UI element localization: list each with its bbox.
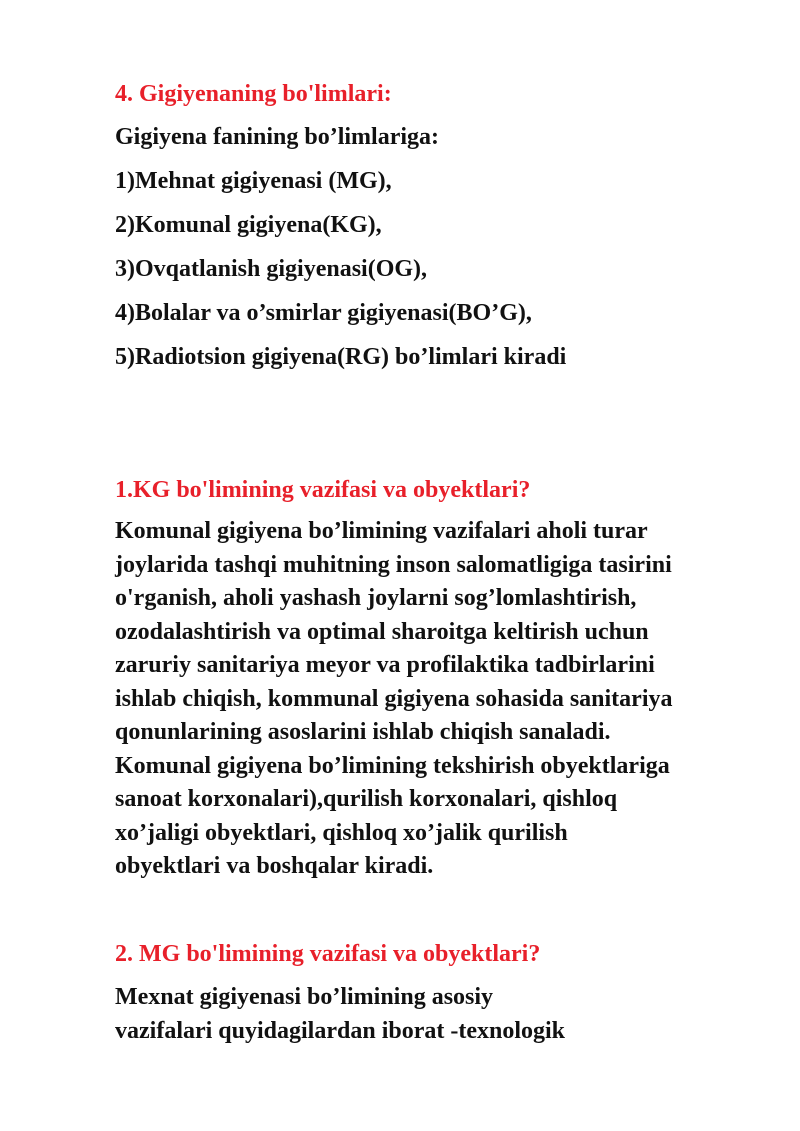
paragraph-line: o'rganish, aholi yashash joylarni sog’lomlashtirish, — [115, 585, 637, 611]
paragraph-line: obyektlari va boshqalar kiradi. — [115, 853, 434, 879]
paragraph-line: zaruriy sanitariya meyor va profilaktika tadbirlarini — [115, 652, 655, 678]
section-list-bolimlari — [115, 115, 566, 379]
paragraph-line: ozodalashtirish va optimal sharoitga keltirish uchun — [115, 618, 649, 645]
section-heading-kg: 1.KG bo'limining vazifasi va obyektlari? — [115, 477, 531, 503]
list-item: 2)Komunal gigiyena(KG), — [115, 212, 382, 238]
section-heading-bolimlari: 4. Gigiyenaning bo'limlari: — [115, 81, 392, 107]
paragraph-line: joylarida tashqi muhitning inson salomatligiga tasirini — [115, 551, 672, 578]
list-item: 4)Bolalar va o’smirlar gigiyenasi(BO’G), — [115, 300, 532, 326]
paragraph-line: sanoat korxonalari),qurilish korxonalari, qishloq — [115, 786, 618, 812]
list-item: 5)Radiotsion gigiyena(RG) bo’limlari kiradi — [115, 344, 567, 370]
section-heading-mg: 2. MG bo'limining vazifasi va obyektlari? — [115, 941, 541, 967]
paragraph-line: qonunlarining asoslarini ishlab chiqish sanaladi. — [115, 719, 611, 745]
list-intro: Gigiyena fanining bo’limlariga: — [115, 124, 440, 150]
list-item: 3)Ovqatlanish gigiyenasi(OG), — [115, 256, 428, 282]
paragraph-line: vazifalari quyidagilardan iborat -texnologik — [115, 1017, 566, 1044]
paragraph-line: Komunal gigiyena bo’limining tekshirish obyektlariga — [115, 752, 670, 779]
list-item: 1)Mehnat gigiyenasi (MG), — [115, 168, 392, 194]
paragraph-line: xo’jaligi obyektlari, qishloq xo’jalik qurilish — [115, 819, 568, 846]
paragraph-line: Komunal gigiyena bo’limining vazifalari aholi turar — [115, 518, 648, 544]
paragraph-line: ishlab chiqish, kommunal gigiyena sohasida sanitariya — [115, 685, 673, 712]
section-body-mg — [115, 981, 565, 1048]
paragraph-line: Mexnat gigiyenasi bo’limining asosiy — [115, 984, 494, 1010]
section-body-kg — [115, 515, 672, 884]
